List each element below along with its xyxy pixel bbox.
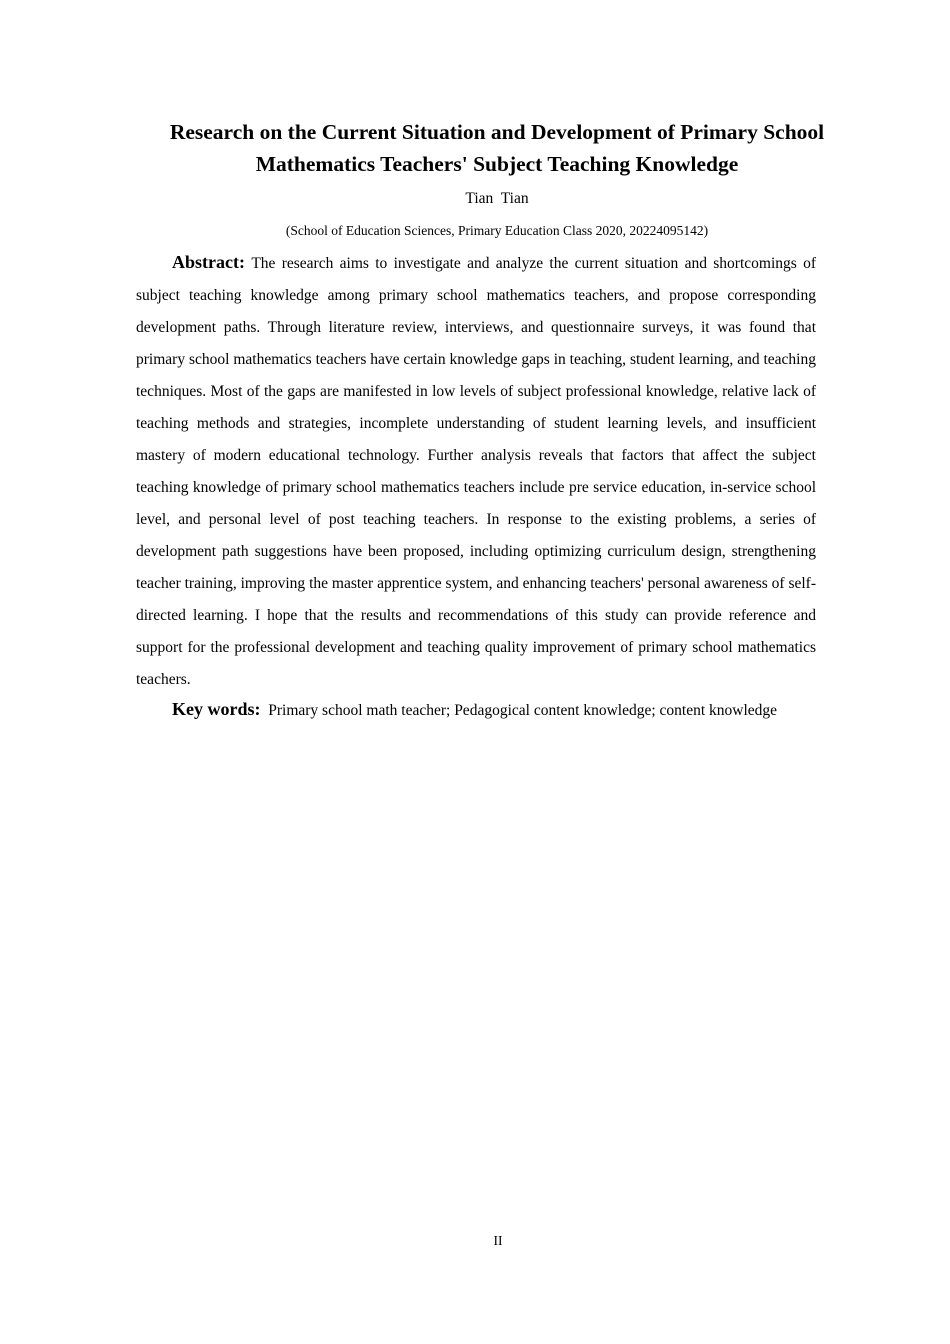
keywords-paragraph — [136, 693, 816, 727]
paper-title: Research on the Current Situation and Development of Primary School Mathematics Teachers' Subject Teaching Knowledge — [169, 120, 825, 176]
page-number: II — [493, 1233, 503, 1248]
author-affiliation: (School of Education Sciences, Primary Education Class 2020, 20224095142) — [285, 223, 709, 238]
abstract-label: Abstract: — [172, 252, 245, 272]
author-name: Tian Tian — [465, 190, 529, 207]
keywords-text: Primary school math teacher; Pedagogical content knowledge; content knowledge — [268, 702, 778, 719]
abstract-paragraph — [136, 246, 816, 696]
abstract-text: The research aims to investigate and analyze the current situation and shortcomings of subject teaching knowledge among primary school mathematics teachers, and propose corresponding development paths. Through literature review, interviews, and questionnaire surveys, it was found that primary school mathematics teachers have certain knowledge gaps in teaching, student learning, and teaching techniques. Most of the gaps are manifested in low levels of subject professional knowledge, relative lack of teaching methods and strategies, incomplete understanding of student learning levels, and insufficient mastery of modern educational technology. Further analysis reveals that factors that affect the subject teaching knowledge of primary school mathematics teachers include pre service education, in-service school level, and personal level of post teaching teachers. In response to the existing problems, a series of development path suggestions have been proposed, including optimizing curriculum design, strengthening teacher training, improving the master apprentice system, and enhancing teachers' personal awareness of self-directed learning. I hope that the results and recommendations of this study can provide reference and support for the professional development and teaching quality improvement of primary school mathematics teachers. — [136, 255, 817, 688]
keywords-label: Key words: — [172, 699, 261, 719]
